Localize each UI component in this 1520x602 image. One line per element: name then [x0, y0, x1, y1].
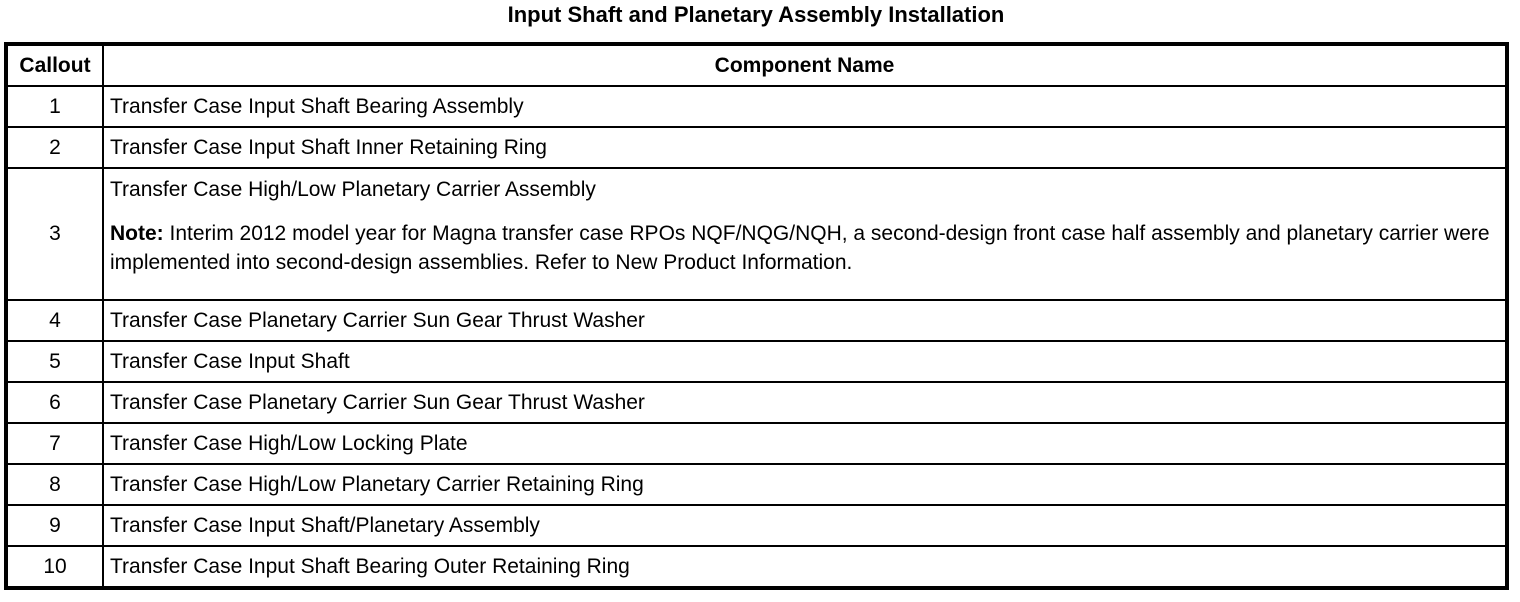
header-row	[7, 45, 1506, 86]
page-title: Input Shaft and Planetary Assembly Installation	[507, 2, 1005, 27]
callout-cell: 3	[7, 168, 103, 300]
component-name-cell: Transfer Case Input Shaft Bearing Outer Retaining Ring	[103, 546, 1506, 587]
table-header	[7, 45, 1506, 86]
table-row	[7, 382, 1506, 423]
component-name-cell: Transfer Case High/Low Locking Plate	[103, 423, 1506, 464]
component-name-cell	[103, 168, 1506, 300]
component-name-cell: Transfer Case Input Shaft	[103, 341, 1506, 382]
table-row	[7, 86, 1506, 127]
callout-cell: 7	[7, 423, 103, 464]
table-body	[7, 86, 1506, 587]
component-name-cell: Transfer Case Input Shaft Inner Retaining Ring	[103, 127, 1506, 168]
component-name-cell: Transfer Case Planetary Carrier Sun Gear Thrust Washer	[103, 300, 1506, 341]
callout-cell: 2	[7, 127, 103, 168]
table-row	[7, 300, 1506, 341]
note-label: Note:	[110, 222, 164, 245]
component-name-cell: Transfer Case Input Shaft Bearing Assembly	[103, 86, 1506, 127]
table-row	[7, 464, 1506, 505]
table-row	[7, 505, 1506, 546]
column-header-callout: Callout	[7, 45, 103, 86]
callout-cell: 1	[7, 86, 103, 127]
callout-cell: 4	[7, 300, 103, 341]
component-name-cell: Transfer Case High/Low Planetary Carrier Retaining Ring	[103, 464, 1506, 505]
callout-cell: 8	[7, 464, 103, 505]
table-row	[7, 341, 1506, 382]
callout-cell: 9	[7, 505, 103, 546]
callout-cell: 6	[7, 382, 103, 423]
callout-cell: 10	[7, 546, 103, 587]
note-paragraph	[110, 219, 1499, 277]
table-row	[7, 168, 1506, 300]
component-name-cell: Transfer Case Planetary Carrier Sun Gear Thrust Washer	[103, 382, 1506, 423]
component-name: Transfer Case High/Low Planetary Carrier Assembly	[110, 178, 596, 201]
callout-cell: 5	[7, 341, 103, 382]
table-row	[7, 546, 1506, 587]
note-text: Interim 2012 model year for Magna transfer case RPOs NQF/NQG/NQH, a second-design front case half assembly and planetary carrier were implemented into second-design assemblies. Refer to New Product Information.	[110, 222, 1490, 274]
table-row	[7, 127, 1506, 168]
table-row	[7, 423, 1506, 464]
components-table	[6, 44, 1507, 588]
column-header-component-name: Component Name	[103, 45, 1506, 86]
component-name-cell: Transfer Case Input Shaft/Planetary Assembly	[103, 505, 1506, 546]
